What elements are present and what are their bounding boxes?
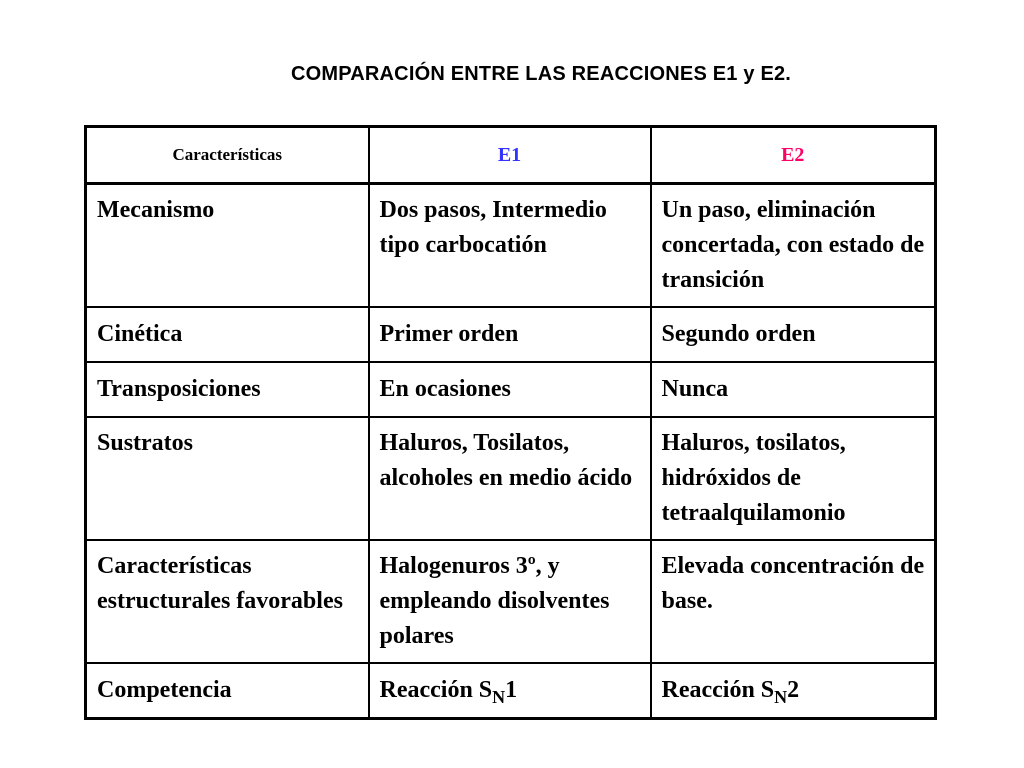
cell-e1 xyxy=(369,663,651,719)
cell-feature xyxy=(86,362,369,417)
cell-e1 xyxy=(369,417,651,540)
page-title: COMPARACIÓN ENTRE LAS REACCIONES E1 y E2. xyxy=(290,63,792,85)
feature-label: Sustratos xyxy=(97,430,194,456)
e2-value: Haluros, tosilatos, hidróxidos de tetraalquilamonio xyxy=(661,430,846,526)
table-row-transposiciones xyxy=(86,362,936,417)
e1-value: Primer orden xyxy=(379,321,519,347)
cell-e1 xyxy=(369,362,651,417)
e2-value: Nunca xyxy=(661,376,729,402)
cell-feature xyxy=(86,663,369,719)
e2-competencia-suffix: 2 xyxy=(787,677,800,703)
cell-feature xyxy=(86,307,369,362)
table-row-competencia xyxy=(86,663,936,719)
e2-competencia-prefix: Reacción S xyxy=(661,677,775,703)
table-row-cinetica xyxy=(86,307,936,362)
e1-value xyxy=(370,664,650,717)
e1-competencia-subscript: N xyxy=(492,687,506,707)
table-row-caracteristicas-estructurales xyxy=(86,540,936,663)
table-row-sustratos xyxy=(86,417,936,540)
e1-competencia-prefix: Reacción S xyxy=(379,677,493,703)
cell-e2 xyxy=(651,362,936,417)
e2-value: Elevada concentración de base. xyxy=(661,553,925,614)
header-e2: E2 xyxy=(651,127,936,184)
table-header-row xyxy=(86,127,936,184)
cell-e1 xyxy=(369,307,651,362)
header-caracteristicas: Características xyxy=(86,127,369,184)
cell-e2 xyxy=(651,540,936,663)
feature-label: Competencia xyxy=(97,677,232,703)
feature-label: Transposiciones xyxy=(97,376,261,402)
cell-feature xyxy=(86,184,369,308)
e1-value: Dos pasos, Intermedio tipo carbocatión xyxy=(379,197,607,258)
e2-value: Segundo orden xyxy=(661,321,816,347)
comparison-table xyxy=(84,125,937,720)
cell-e2 xyxy=(651,663,936,719)
feature-label: Características estructurales favorables xyxy=(97,553,343,614)
e2-value xyxy=(652,664,935,717)
cell-feature xyxy=(86,540,369,663)
cell-feature xyxy=(86,417,369,540)
cell-e2 xyxy=(651,184,936,308)
feature-label: Cinética xyxy=(97,321,183,347)
cell-e1 xyxy=(369,184,651,308)
cell-e1 xyxy=(369,540,651,663)
feature-label: Mecanismo xyxy=(97,197,215,223)
e1-value: Halogenuros 3º, y empleando disolventes polares xyxy=(379,553,610,649)
table-row-mecanismo xyxy=(86,184,936,308)
cell-e2 xyxy=(651,417,936,540)
e1-value: En ocasiones xyxy=(379,376,511,402)
e2-value: Un paso, eliminación concertada, con estado de transición xyxy=(661,197,925,293)
e1-value: Haluros, Tosilatos, alcoholes en medio ácido xyxy=(379,430,633,491)
cell-e2 xyxy=(651,307,936,362)
header-e1: E1 xyxy=(369,127,651,184)
e2-competencia-subscript: N xyxy=(774,687,788,707)
e1-competencia-suffix: 1 xyxy=(505,677,518,703)
